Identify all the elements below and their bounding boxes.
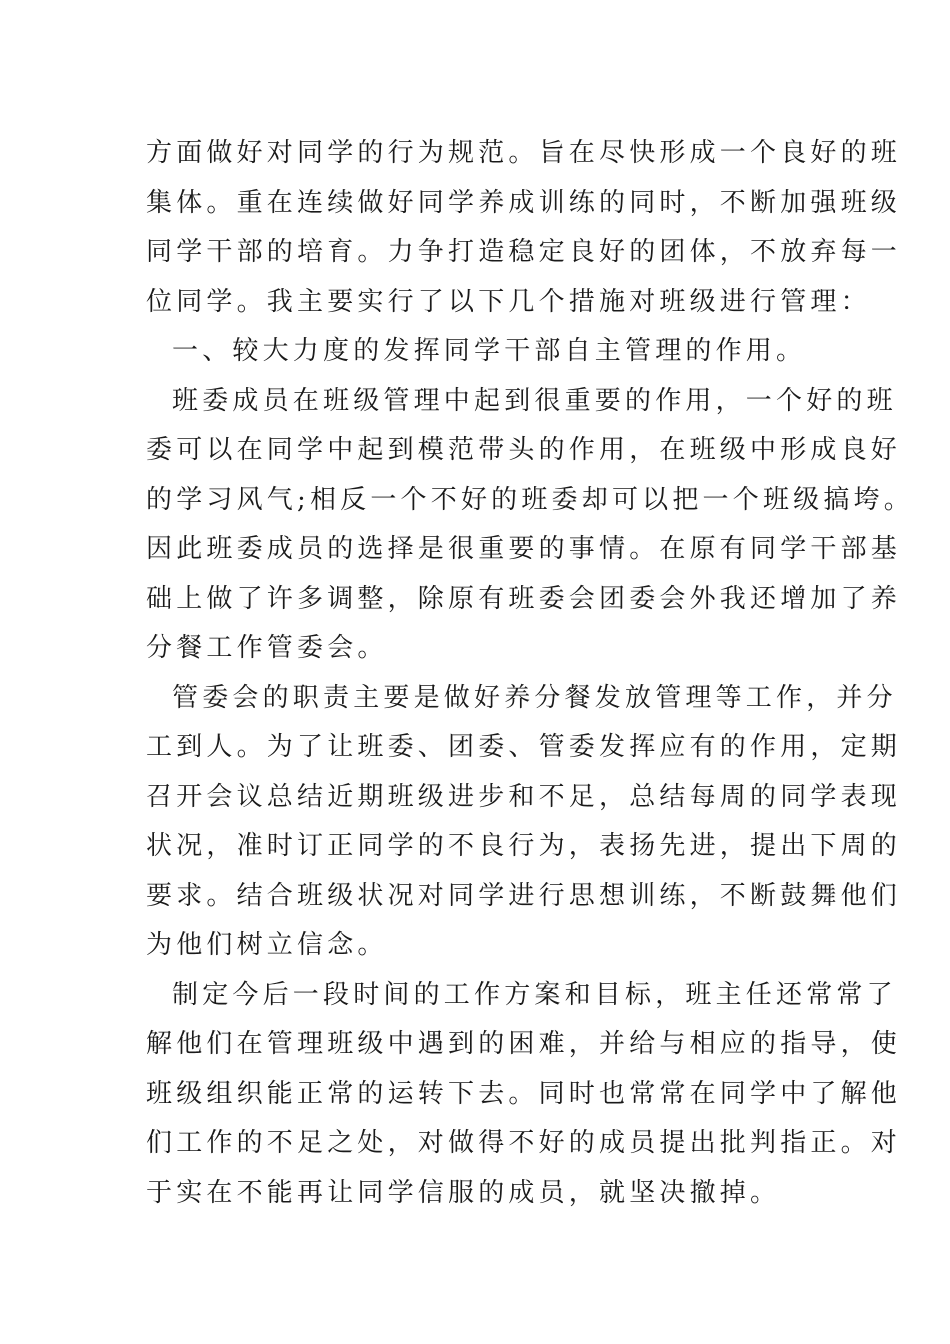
text-line: 制定今后一段时间的工作方案和目标，班主任还常常了 [172,979,897,1010]
text-line: 委可以在同学中起到模范带头的作用，在班级中形成良好 [146,435,902,465]
text-line: 要求。结合班级状况对同学进行思想训练，不断鼓舞他们 [146,880,902,911]
text-line: 班委成员在班级管理中起到很重要的作用，一个好的班 [172,385,897,416]
text-line: 班级组织能正常的运转下去。同时也常常在同学中了解他 [146,1078,902,1109]
text-line: 召开会议总结近期班级进步和不足，总结每周的同学表现 [146,781,902,812]
text-line: 管委会的职责主要是做好养分餐发放管理等工作，并分 [172,682,897,713]
body-text [146,129,914,1218]
section-heading: 一、较大力度的发挥同学干部自主管理的作用。 [172,336,807,366]
text-line: 为他们树立信念。 [146,930,388,960]
text-line: 于实在不能再让同学信服的成员，就坚决撤掉。 [146,1177,781,1208]
text-line: 方面做好对同学的行为规范。旨在尽快形成一个良好的班 [146,138,902,168]
text-line: 集体。重在连续做好同学养成训练的同时，不断加强班级 [146,187,902,218]
text-line: 同学干部的培育。力争打造稳定良好的团体，不放弃每一 [146,237,902,267]
text-line: 分餐工作管委会。 [146,633,388,663]
text-line: 工到人。为了让班委、团委、管委发挥应有的作用，定期 [146,732,902,762]
text-line: 的学习风气;相反一个不好的班委却可以把一个班级搞垮。 [146,484,914,515]
text-line: 解他们在管理班级中遇到的困难，并给与相应的指导，使 [146,1029,902,1059]
text-line: 础上做了许多调整，除原有班委会团委会外我还增加了养 [146,583,902,614]
text-line: 们工作的不足之处，对做得不好的成员提出批判指正。对 [146,1128,902,1158]
text-line: 因此班委成员的选择是很重要的事情。在原有同学干部基 [146,534,902,564]
text-line: 状况，准时订正同学的不良行为，表扬先进，提出下周的 [146,831,902,861]
text-line: 位同学。我主要实行了以下几个措施对班级进行管理： [146,286,871,317]
